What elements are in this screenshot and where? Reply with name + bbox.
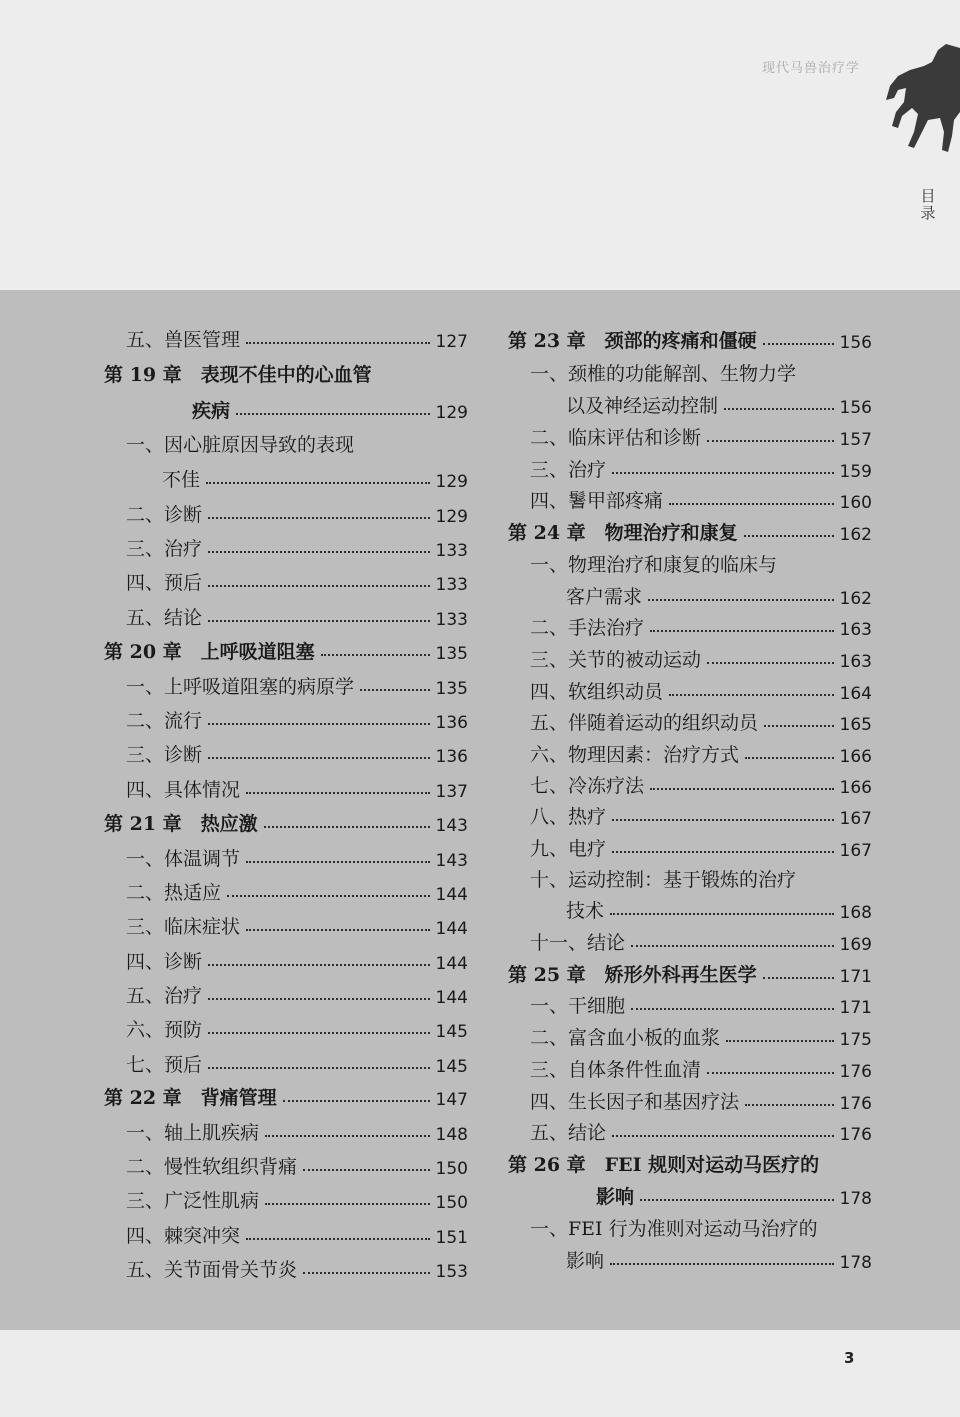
- dot-leader: [208, 1032, 430, 1034]
- dot-leader: [208, 1067, 430, 1069]
- toc-entry-label: 十一、结论: [530, 932, 626, 954]
- toc-entry-page: 150: [435, 1193, 468, 1213]
- toc-entry-label: 第 25 章 矫形外科再生医学: [508, 964, 757, 986]
- dot-leader: [227, 895, 430, 897]
- toc-entry: [104, 355, 468, 387]
- toc-entry-label: 三、临床症状: [126, 916, 241, 938]
- dot-leader: [283, 1100, 430, 1102]
- toc-entry: [596, 1177, 872, 1209]
- toc-entry-page: 151: [435, 1228, 468, 1248]
- toc-entry-label: 一、颈椎的功能解剖、生物力学: [530, 363, 797, 385]
- dot-leader: [763, 977, 834, 979]
- toc-entry-label: 四、预后: [126, 572, 203, 594]
- toc-entry-page: 175: [839, 1030, 872, 1050]
- toc-entry: [126, 701, 468, 733]
- toc-entry: [566, 577, 872, 609]
- toc-entry-page: 166: [839, 778, 872, 798]
- dot-leader: [236, 413, 430, 415]
- toc-entry-label: 五、关节面骨关节炎: [126, 1259, 298, 1281]
- toc-entry-label: 五、结论: [126, 607, 203, 629]
- toc-entry-label: 三、治疗: [126, 538, 203, 560]
- toc-entry-label: 四、诊断: [126, 951, 203, 973]
- toc-entry: [104, 804, 468, 836]
- toc-entry: [126, 425, 468, 457]
- dot-leader: [724, 408, 834, 410]
- toc-entry-page: 153: [435, 1262, 468, 1282]
- toc-entry: [530, 481, 872, 513]
- toc-entry-label: 一、物理治疗和康复的临床与: [530, 554, 778, 576]
- toc-entry: [126, 873, 468, 905]
- toc-entry-label: 七、冷冻疗法: [530, 775, 645, 797]
- toc-entry-label: 一、FEI 行为准则对运动马治疗的: [530, 1218, 818, 1240]
- toc-entry: [530, 608, 872, 640]
- toc-entry: [126, 907, 468, 939]
- toc-entry-page: 127: [435, 332, 468, 352]
- toc-entry-page: 145: [435, 1022, 468, 1042]
- toc-entry-label: 十、运动控制：基于锻炼的治疗: [530, 869, 797, 891]
- dot-leader: [321, 654, 430, 656]
- toc-entry: [126, 735, 468, 767]
- toc-entry-page: 129: [435, 507, 468, 527]
- toc-entry-label: 四、鬐甲部疼痛: [530, 490, 664, 512]
- dot-leader: [612, 472, 834, 474]
- toc-entry-page: 156: [839, 333, 872, 353]
- toc-entry-label: 第 24 章 物理治疗和康复: [508, 522, 738, 544]
- toc-entry: [530, 1018, 872, 1050]
- dot-leader: [265, 1135, 430, 1137]
- toc-entry: [126, 770, 468, 802]
- toc-entry-label: 第 21 章 热应激: [104, 813, 258, 835]
- dot-leader: [669, 694, 834, 696]
- toc-entry-label: 九、电疗: [530, 838, 607, 860]
- toc-entry-page: 163: [839, 620, 872, 640]
- toc-entry-page: 168: [839, 903, 872, 923]
- dot-leader: [612, 1135, 834, 1137]
- toc-entry-page: 176: [839, 1094, 872, 1114]
- toc-entry: [566, 1241, 872, 1273]
- section-label: 目录: [920, 187, 936, 222]
- toc-entry-page: 169: [839, 935, 872, 955]
- toc-entry: [126, 1147, 468, 1179]
- toc-entry-page: 167: [839, 809, 872, 829]
- dot-leader: [360, 689, 430, 691]
- toc-entry-label: 影响: [596, 1186, 635, 1208]
- toc-entry-label: 六、物理因素：治疗方式: [530, 744, 740, 766]
- toc-entry-page: 144: [435, 954, 468, 974]
- toc-entry-label: 四、软组织动员: [530, 681, 664, 703]
- table-of-contents: [0, 290, 960, 1330]
- toc-entry-label: 第 23 章 颈部的疼痛和僵硬: [508, 330, 757, 352]
- toc-entry-page: 163: [839, 652, 872, 672]
- toc-entry-label: 二、富含血小板的血浆: [530, 1027, 721, 1049]
- toc-entry-page: 143: [435, 816, 468, 836]
- toc-entry-label: 第 26 章 FEI 规则对运动马医疗的: [508, 1154, 820, 1176]
- toc-entry-label: 一、上呼吸道阻塞的病原学: [126, 676, 355, 698]
- dot-leader: [612, 819, 834, 821]
- toc-entry: [126, 529, 468, 561]
- toc-entry: [530, 640, 872, 672]
- toc-entry: [126, 1010, 468, 1042]
- dot-leader: [610, 913, 834, 915]
- dot-leader: [208, 620, 430, 622]
- toc-entry: [126, 667, 468, 699]
- toc-entry: [530, 766, 872, 798]
- toc-entry-page: 162: [839, 525, 872, 545]
- dot-leader: [763, 343, 834, 345]
- dot-leader: [610, 1263, 834, 1265]
- toc-entry-page: 167: [839, 841, 872, 861]
- dot-leader: [640, 1199, 834, 1201]
- toc-entry: [566, 386, 872, 418]
- toc-entry-page: 129: [435, 403, 468, 423]
- toc-entry-label: 二、手法治疗: [530, 617, 645, 639]
- toc-entry-label: 二、热适应: [126, 882, 222, 904]
- toc-entry: [530, 986, 872, 1018]
- dot-leader: [631, 945, 834, 947]
- toc-entry-page: 156: [839, 398, 872, 418]
- toc-entry-page: 144: [435, 919, 468, 939]
- toc-entry-label: 四、具体情况: [126, 779, 241, 801]
- dot-leader: [707, 440, 834, 442]
- toc-entry: [126, 1216, 468, 1248]
- toc-entry: [530, 703, 872, 735]
- dot-leader: [208, 964, 430, 966]
- dot-leader: [744, 535, 834, 537]
- dot-leader: [707, 662, 834, 664]
- toc-entry: [126, 1181, 468, 1213]
- toc-entry-label: 三、广泛性肌病: [126, 1190, 260, 1212]
- toc-entry-label: 客户需求: [566, 586, 643, 608]
- toc-entry-label: 一、干细胞: [530, 995, 626, 1017]
- dot-leader: [650, 788, 834, 790]
- toc-entry-page: 178: [839, 1253, 872, 1273]
- dot-leader: [246, 929, 430, 931]
- toc-entry: [508, 955, 872, 987]
- toc-entry: [104, 632, 468, 664]
- toc-entry-page: 136: [435, 747, 468, 767]
- toc-entry-page: 165: [839, 715, 872, 735]
- dot-leader: [208, 585, 430, 587]
- toc-entry-page: 145: [435, 1057, 468, 1077]
- toc-entry: [530, 735, 872, 767]
- toc-entry-label: 第 22 章 背痛管理: [104, 1087, 277, 1109]
- toc-entry-label: 一、因心脏原因导致的表现: [126, 434, 355, 456]
- toc-entry-label: 疾病: [192, 400, 231, 422]
- dot-leader: [246, 792, 430, 794]
- dot-leader: [745, 757, 834, 759]
- toc-entry: [126, 495, 468, 527]
- toc-entry: [508, 1145, 872, 1177]
- toc-entry: [162, 460, 468, 492]
- dot-leader: [206, 482, 430, 484]
- toc-entry-label: 影响: [566, 1250, 605, 1272]
- toc-entry-page: 147: [435, 1090, 468, 1110]
- toc-entry: [508, 321, 872, 353]
- toc-entry-page: 159: [839, 462, 872, 482]
- toc-entry-label: 不佳: [162, 469, 201, 491]
- dot-leader: [303, 1169, 430, 1171]
- toc-entry: [126, 976, 468, 1008]
- toc-entry-page: 148: [435, 1125, 468, 1145]
- dot-leader: [246, 861, 430, 863]
- toc-entry-page: 157: [839, 430, 872, 450]
- toc-entry-page: 137: [435, 782, 468, 802]
- toc-entry: [126, 942, 468, 974]
- toc-entry-page: 129: [435, 472, 468, 492]
- toc-entry-label: 一、轴上肌疾病: [126, 1122, 260, 1144]
- toc-entry: [530, 829, 872, 861]
- toc-entry-label: 五、治疗: [126, 985, 203, 1007]
- dot-leader: [745, 1104, 834, 1106]
- dot-leader: [764, 725, 834, 727]
- page-number: 3: [844, 1349, 855, 1367]
- toc-entry-page: 133: [435, 541, 468, 561]
- dot-leader: [612, 851, 834, 853]
- toc-entry: [126, 1045, 468, 1077]
- dot-leader: [208, 998, 430, 1000]
- toc-entry-page: 144: [435, 885, 468, 905]
- toc-entry: [530, 1209, 872, 1241]
- dot-leader: [726, 1040, 834, 1042]
- dot-leader: [208, 551, 430, 553]
- dot-leader: [246, 342, 430, 344]
- toc-entry-label: 以及神经运动控制: [566, 395, 719, 417]
- toc-entry-label: 第 20 章 上呼吸道阻塞: [104, 641, 315, 663]
- toc-entry-page: 143: [435, 851, 468, 871]
- toc-entry: [530, 450, 872, 482]
- toc-entry: [126, 598, 468, 630]
- toc-entry: [126, 1250, 468, 1282]
- toc-entry-label: 三、诊断: [126, 744, 203, 766]
- toc-entry-page: 171: [839, 967, 872, 987]
- toc-entry-page: 176: [839, 1062, 872, 1082]
- horse-silhouette-icon: [884, 40, 960, 172]
- dot-leader: [246, 1238, 430, 1240]
- toc-entry-page: 135: [435, 644, 468, 664]
- dot-leader: [631, 1008, 834, 1010]
- toc-entry-label: 五、结论: [530, 1122, 607, 1144]
- dot-leader: [264, 826, 430, 828]
- toc-entry: [192, 391, 468, 423]
- dot-leader: [648, 599, 834, 601]
- toc-entry-label: 五、伴随着运动的组织动员: [530, 712, 759, 734]
- toc-entry-page: 133: [435, 610, 468, 630]
- dot-leader: [208, 517, 430, 519]
- page-top-margin: [0, 0, 960, 290]
- dot-leader: [208, 723, 430, 725]
- toc-entry: [530, 672, 872, 704]
- toc-entry: [530, 1113, 872, 1145]
- toc-entry-label: 四、棘突冲突: [126, 1225, 241, 1247]
- toc-entry: [126, 563, 468, 595]
- toc-entry-page: 171: [839, 998, 872, 1018]
- toc-entry: [530, 418, 872, 450]
- toc-entry-label: 技术: [566, 900, 605, 922]
- running-head: 现代马兽治疗学: [762, 61, 861, 76]
- toc-entry-label: 第 19 章 表现不佳中的心血管: [104, 364, 372, 386]
- toc-entry: [530, 923, 872, 955]
- toc-entry: [126, 1113, 468, 1145]
- toc-entry-page: 164: [839, 684, 872, 704]
- dot-leader: [265, 1203, 430, 1205]
- dot-leader: [650, 630, 834, 632]
- toc-entry-label: 二、慢性软组织背痛: [126, 1156, 298, 1178]
- toc-entry-page: 150: [435, 1159, 468, 1179]
- toc-entry: [126, 320, 468, 352]
- toc-entry: [530, 354, 872, 386]
- toc-entry-label: 四、生长因子和基因疗法: [530, 1091, 740, 1113]
- dot-leader: [208, 757, 430, 759]
- toc-entry-label: 三、自体条件性血清: [530, 1059, 702, 1081]
- toc-entry-page: 136: [435, 713, 468, 733]
- toc-entry: [530, 1082, 872, 1114]
- toc-entry-page: 178: [839, 1189, 872, 1209]
- toc-entry-page: 144: [435, 988, 468, 1008]
- toc-entry: [104, 1078, 468, 1110]
- dot-leader: [707, 1072, 834, 1074]
- toc-entry-page: 166: [839, 747, 872, 767]
- toc-entry-label: 七、预后: [126, 1054, 203, 1076]
- toc-entry-label: 二、诊断: [126, 504, 203, 526]
- toc-entry-page: 160: [839, 493, 872, 513]
- toc-entry-page: 176: [839, 1125, 872, 1145]
- toc-entry-label: 二、临床评估和诊断: [530, 427, 702, 449]
- toc-entry: [126, 839, 468, 871]
- toc-entry-label: 六、预防: [126, 1019, 203, 1041]
- toc-entry-label: 三、治疗: [530, 459, 607, 481]
- toc-entry: [508, 513, 872, 545]
- dot-leader: [669, 503, 834, 505]
- toc-entry-page: 135: [435, 679, 468, 699]
- toc-entry: [566, 891, 872, 923]
- toc-entry-label: 一、体温调节: [126, 848, 241, 870]
- toc-entry-page: 162: [839, 589, 872, 609]
- toc-entry: [530, 545, 872, 577]
- dot-leader: [303, 1272, 430, 1274]
- toc-entry: [530, 1050, 872, 1082]
- toc-entry: [530, 797, 872, 829]
- toc-entry-label: 五、兽医管理: [126, 329, 241, 351]
- toc-entry-page: 133: [435, 575, 468, 595]
- toc-entry-label: 二、流行: [126, 710, 203, 732]
- toc-entry-label: 八、热疗: [530, 806, 607, 828]
- toc-entry-label: 三、关节的被动运动: [530, 649, 702, 671]
- toc-entry: [530, 860, 872, 892]
